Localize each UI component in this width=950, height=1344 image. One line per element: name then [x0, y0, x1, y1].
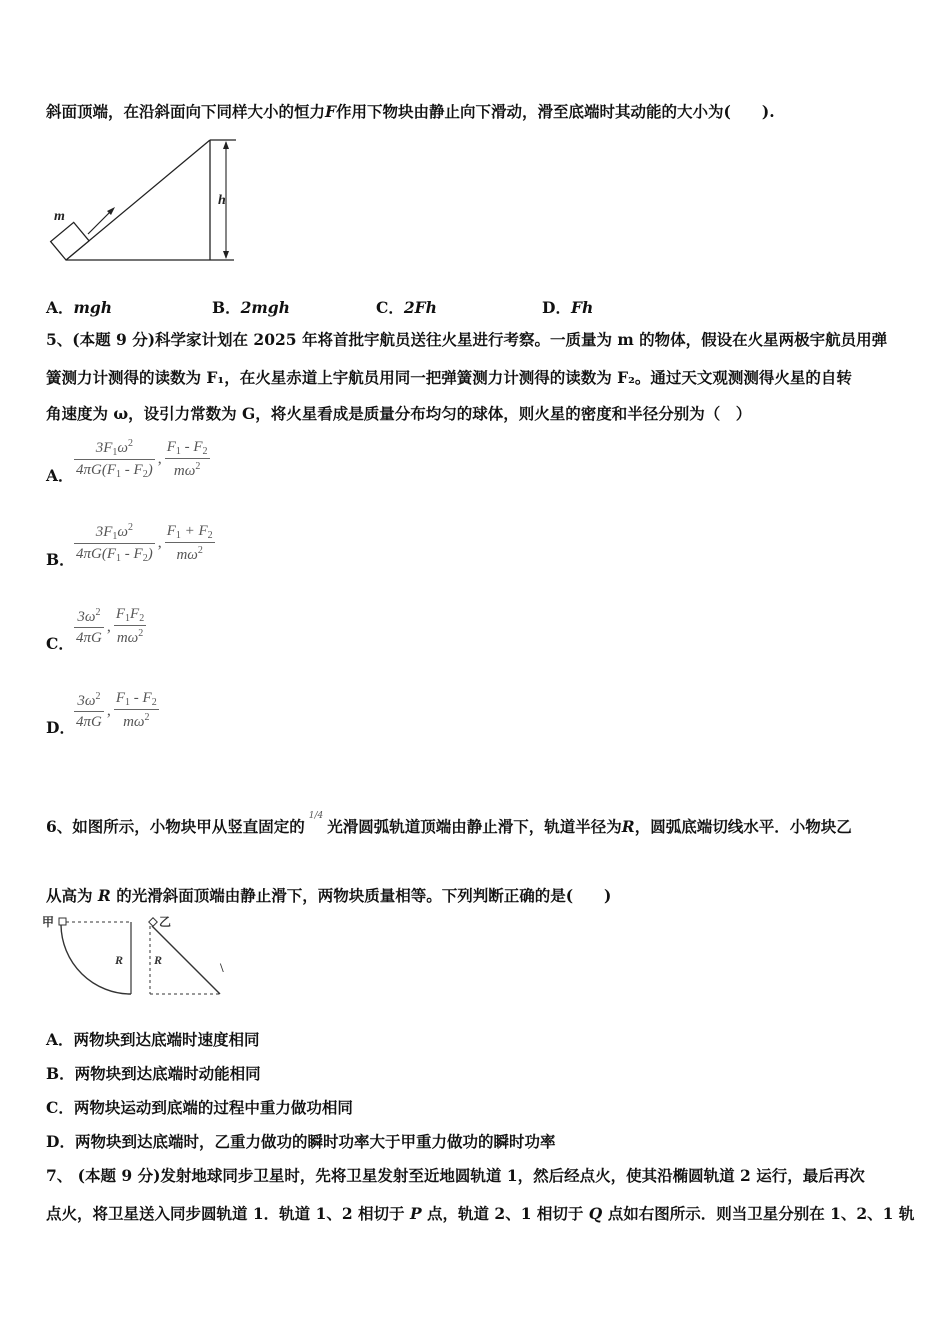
jia-label: 甲: [42, 915, 55, 929]
incline-r-label: R: [154, 953, 163, 967]
q5-option-a-letter[interactable]: A．: [46, 466, 74, 485]
q6-option-b[interactable]: B．两物块到达底端时动能相同: [46, 1064, 261, 1083]
q6-option-c[interactable]: C．两物块运动到底端的过程中重力做功相同: [46, 1098, 353, 1117]
q4-option-c[interactable]: C．2Fh: [376, 298, 437, 317]
arc-r-label: R: [115, 953, 124, 967]
yi-label: 乙: [159, 915, 172, 929]
incline-figure: [46, 134, 246, 264]
q5-line-1: 5、(本题 9 分)科学家计划在 2025 年将首批宇航员送往火星进行考察。一质量为 m 的物体，假设在火星两极宇航员用弹: [46, 330, 888, 349]
q5-a-radius: $\frac{F_1 - F_2}{m\omega^2}$: [166, 438, 208, 479]
block-jia: [59, 918, 66, 925]
q5-b-radius: $\frac{F_1 + F_2}{m\omega^2}$: [166, 522, 213, 563]
block-yi: [149, 918, 157, 926]
q5-c-density: $\frac{3\omega^2}{4\pi G}$: [76, 606, 102, 646]
stray-backslash: \: [220, 960, 224, 975]
block: [51, 222, 89, 260]
force-arrow: [88, 210, 112, 234]
q5-d-density: $\frac{3\omega^2}{4\pi G}$: [76, 690, 102, 730]
q6-line-2: 从高为 R 的光滑斜面顶端由静止滑下，两物块质量相等。下列判断正确的是( ): [46, 886, 612, 905]
arc-incline-figure: [40, 912, 240, 1002]
q5-option-a-formula: $\frac{3F_1\omega^2}{4\pi G(F_1 - F_2)}$ , $\frac{F_1 - F_2}{m\omega^2}$: [76, 438, 208, 480]
quarter-fraction: 1/4: [308, 811, 324, 821]
q5-option-c-letter[interactable]: C．: [46, 634, 74, 653]
q5-option-d-letter[interactable]: D．: [46, 718, 75, 737]
mass-label: m: [54, 209, 65, 224]
q5-a-density: $\frac{3F_1\omega^2}{4\pi G(F_1 - F_2)}$: [76, 438, 153, 480]
q6-option-d[interactable]: D．两物块到达底端时，乙重力做功的瞬时功率大于甲重力做功的瞬时功率: [46, 1132, 556, 1151]
q4-option-d[interactable]: D．Fh: [542, 298, 594, 317]
q5-b-density: $\frac{3F_1\omega^2}{4\pi G(F_1 - F_2)}$: [76, 522, 153, 564]
q5-d-radius: $\frac{F_1 - F_2}{m\omega^2}$: [115, 690, 157, 730]
q5-c-radius: $\frac{F_1F_2}{m\omega^2}$: [115, 606, 145, 646]
height-label: h: [218, 193, 226, 208]
incline-slope-yi: [152, 926, 220, 994]
q6-line-1: 6、如图所示，小物块甲从竖直固定的$^{1/4}$光滑圆弧轨道顶端由静止滑下，轨道半径为R，圆弧底端切线水平．小物块乙: [46, 811, 852, 836]
q5-option-d-formula: $\frac{3\omega^2}{4\pi G}$ , $\frac{F_1 - F_2}{m\omega^2}$: [76, 690, 157, 730]
q5-line-2: 簧测力计测得的读数为 F₁，在火星赤道上宇航员用同一把弹簧测力计测得的读数为 F₂。通过天文观测测得火星的自转: [46, 368, 852, 387]
q4-stem: 斜面顶端，在沿斜面向下同样大小的恒力F作用下物块由静止向下滑动，滑至底端时其动能的大小为( ).: [46, 102, 775, 121]
q5-option-b-letter[interactable]: B．: [46, 550, 75, 569]
q6-option-a[interactable]: A．两物块到达底端时速度相同: [46, 1030, 260, 1049]
q4-options: [46, 296, 746, 316]
q5-option-b-formula: $\frac{3F_1\omega^2}{4\pi G(F_1 - F_2)}$ , $\frac{F_1 + F_2}{m\omega^2}$: [76, 522, 213, 564]
q7-line-1: 7、 (本题 9 分)发射地球同步卫星时，先将卫星发射至近地圆轨道 1，然后经点火，使其沿椭圆轨道 2 运行，最后再次: [46, 1166, 865, 1185]
q4-option-a[interactable]: A．mgh: [46, 298, 113, 317]
q7-line-2: 点火，将卫星送入同步圆轨道 1．轨道 1、2 相切于 P 点，轨道 2、1 相切于 Q 点如右图所示．则当卫星分别在 1、2、1 轨: [46, 1204, 915, 1223]
q5-line-3: 角速度为 ω，设引力常数为 G，将火星看成是质量分布均匀的球体，则火星的密度和半径分别为（ ）: [46, 404, 752, 423]
q5-option-c-formula: $\frac{3\omega^2}{4\pi G}$ , $\frac{F_1F_2}{m\omega^2}$: [76, 606, 145, 646]
q4-option-b[interactable]: B．2mgh: [212, 298, 290, 317]
